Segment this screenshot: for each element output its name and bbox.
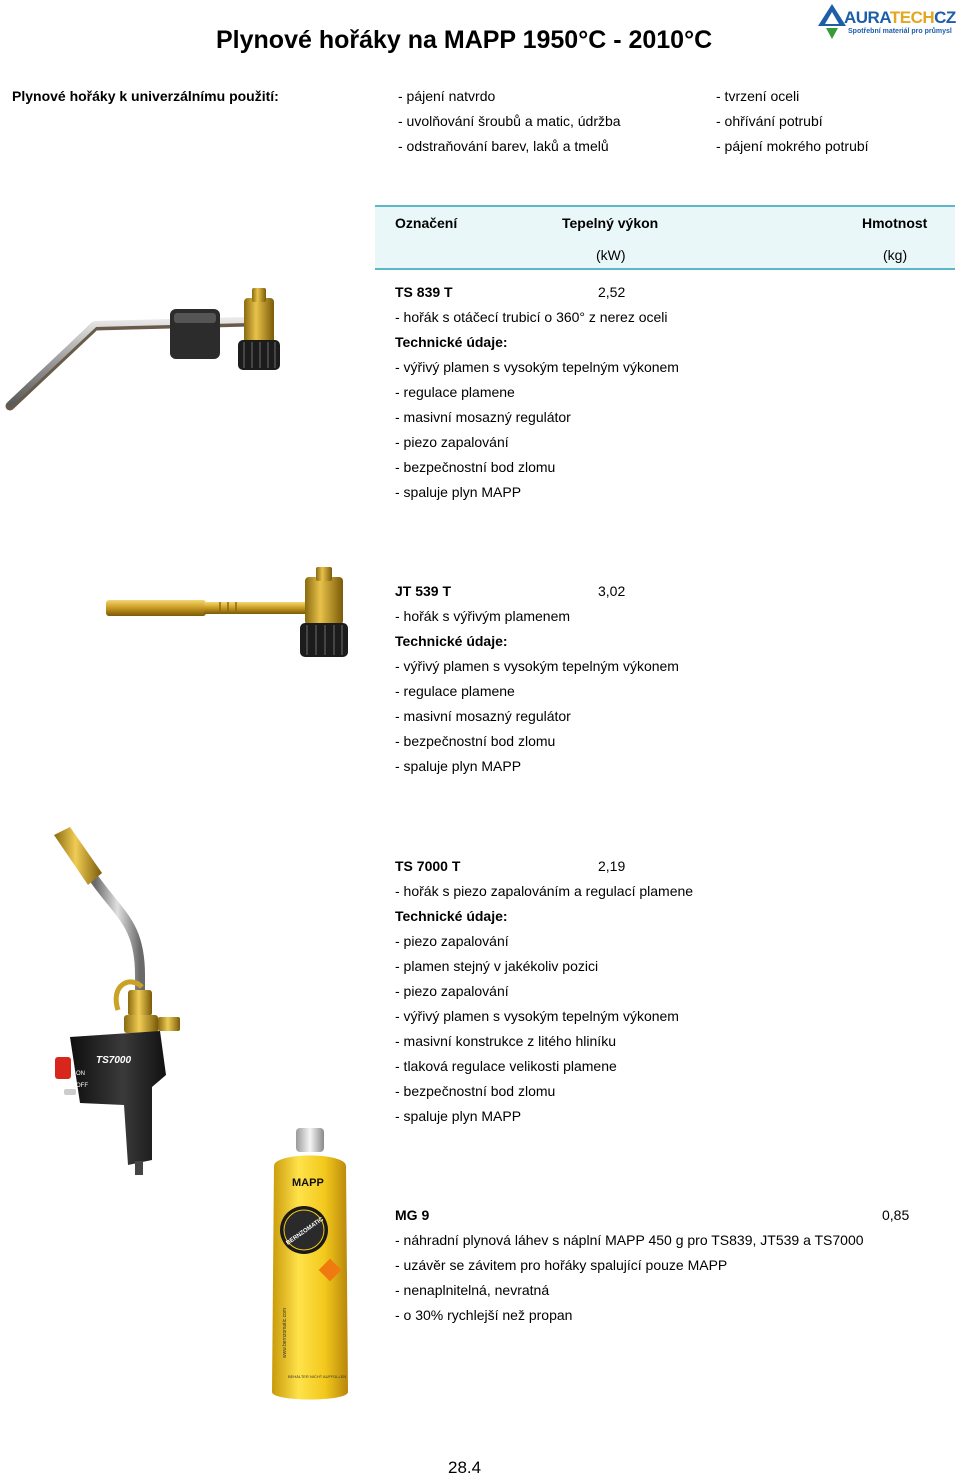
product-power: 3,02	[598, 583, 626, 599]
feature-item: - masivní mosazný regulátor	[395, 708, 571, 724]
ts839-torch-image	[0, 284, 290, 419]
feature-item: - výřivý plamen s vysokým tepelným výkonem	[395, 1008, 679, 1024]
column-header-power-unit: (kW)	[596, 247, 626, 263]
logo-brand-a: AURA	[844, 8, 890, 27]
bottle-brand: BERNZOMATIC	[285, 1216, 325, 1247]
product-description: - hořák s výřivým plamenem	[395, 608, 571, 624]
feature-item: - bezpečnostní bod zlomu	[395, 733, 556, 749]
column-header-code: Označení	[395, 215, 458, 231]
feature-item: - spaluje plyn MAPP	[395, 1108, 522, 1124]
tech-label: Technické údaje:	[395, 908, 508, 924]
list-item: - uvolňování šroubů a matic, údržba	[398, 113, 621, 129]
list-item: - tvrzení oceli	[716, 88, 800, 104]
feature-item: - regulace plamene	[395, 384, 515, 400]
ts7000-label: TS7000	[96, 1055, 132, 1066]
feature-item: - spaluje plyn MAPP	[395, 484, 522, 500]
feature-item: - náhradní plynová láhev s náplní MAPP 450 g pro TS839, JT539 a TS7000	[395, 1232, 864, 1248]
product-weight: 0,85	[882, 1207, 910, 1223]
logo-brand-c: CZ	[934, 8, 956, 27]
feature-item: - výřivý plamen s vysokým tepelným výkonem	[395, 359, 679, 375]
product-description: - hořák s piezo zapalováním a regulací plamene	[395, 883, 694, 899]
feature-item: - spaluje plyn MAPP	[395, 758, 522, 774]
feature-item: - masivní konstrukce z litého hliníku	[395, 1033, 616, 1049]
tech-label: Technické údaje:	[395, 633, 508, 649]
tech-label: Technické údaje:	[395, 334, 508, 350]
product-code: JT 539 T	[395, 583, 452, 599]
column-header-weight: Hmotnost	[862, 215, 928, 231]
feature-item: - piezo zapalování	[395, 983, 509, 999]
table-header	[375, 205, 955, 270]
page-number: 28.4	[448, 1458, 482, 1477]
feature-item: - regulace plamene	[395, 683, 515, 699]
usage-list-a	[398, 88, 621, 163]
feature-item: - masivní mosazný regulátor	[395, 409, 571, 425]
bottle-label: MAPP	[292, 1177, 324, 1189]
logo-brand-b: TECH	[889, 8, 935, 27]
product-power: 2,52	[598, 284, 626, 300]
feature-item: - nenaplnitelná, nevratná	[395, 1282, 550, 1298]
feature-item: - plamen stejný v jakékoliv pozici	[395, 958, 599, 974]
product-power: 2,19	[598, 858, 626, 874]
usage-label: Plynové hořáky k univerzálnímu použití:	[12, 88, 279, 104]
ts7000-torch-image	[40, 825, 190, 1180]
feature-item: - výřivý plamen s vysokým tepelným výkonem	[395, 658, 679, 674]
jt539-torch-image	[100, 565, 355, 663]
feature-item: - bezpečnostní bod zlomu	[395, 1083, 556, 1099]
column-header-weight-unit: (kg)	[883, 247, 908, 263]
feature-item: - piezo zapalování	[395, 434, 509, 450]
product-code: MG 9	[395, 1207, 430, 1223]
product-code: TS 839 T	[395, 284, 453, 300]
usage-list-b	[716, 88, 869, 163]
page-title: Plynové hořáky na MAPP 1950°C - 2010°C	[216, 26, 713, 54]
bottle-warning: BEHÄLTER NICHT AUFFÜLLEN	[288, 1374, 347, 1379]
company-logo[interactable]	[818, 2, 956, 40]
logo-tagline: Spotřební materiál pro průmysl	[848, 28, 952, 35]
feature-item: - piezo zapalování	[395, 933, 509, 949]
product-code: TS 7000 T	[395, 858, 461, 874]
ts7000-off-label: OFF	[76, 1083, 88, 1089]
feature-item: - uzávěr se závitem pro hořáky spalující pouze MAPP	[395, 1257, 728, 1273]
mapp-gas-bottle-image	[258, 1126, 362, 1408]
feature-item: - o 30% rychlejší než propan	[395, 1307, 573, 1323]
list-item: - pájení natvrdo	[398, 88, 496, 104]
bottle-url: www.bernzomatic.com	[282, 1307, 288, 1358]
product-description: - hořák s otáčecí trubicí o 360° z nerez oceli	[395, 309, 668, 325]
list-item: - odstraňování barev, laků a tmelů	[398, 138, 609, 154]
feature-item: - bezpečnostní bod zlomu	[395, 459, 556, 475]
list-item: - pájení mokrého potrubí	[716, 138, 869, 154]
column-header-power: Tepelný výkon	[562, 215, 659, 231]
list-item: - ohřívání potrubí	[716, 113, 823, 129]
logo-brand	[844, 8, 956, 28]
ts7000-on-label: ON	[76, 1071, 85, 1077]
feature-item: - tlaková regulace velikosti plamene	[395, 1058, 617, 1074]
